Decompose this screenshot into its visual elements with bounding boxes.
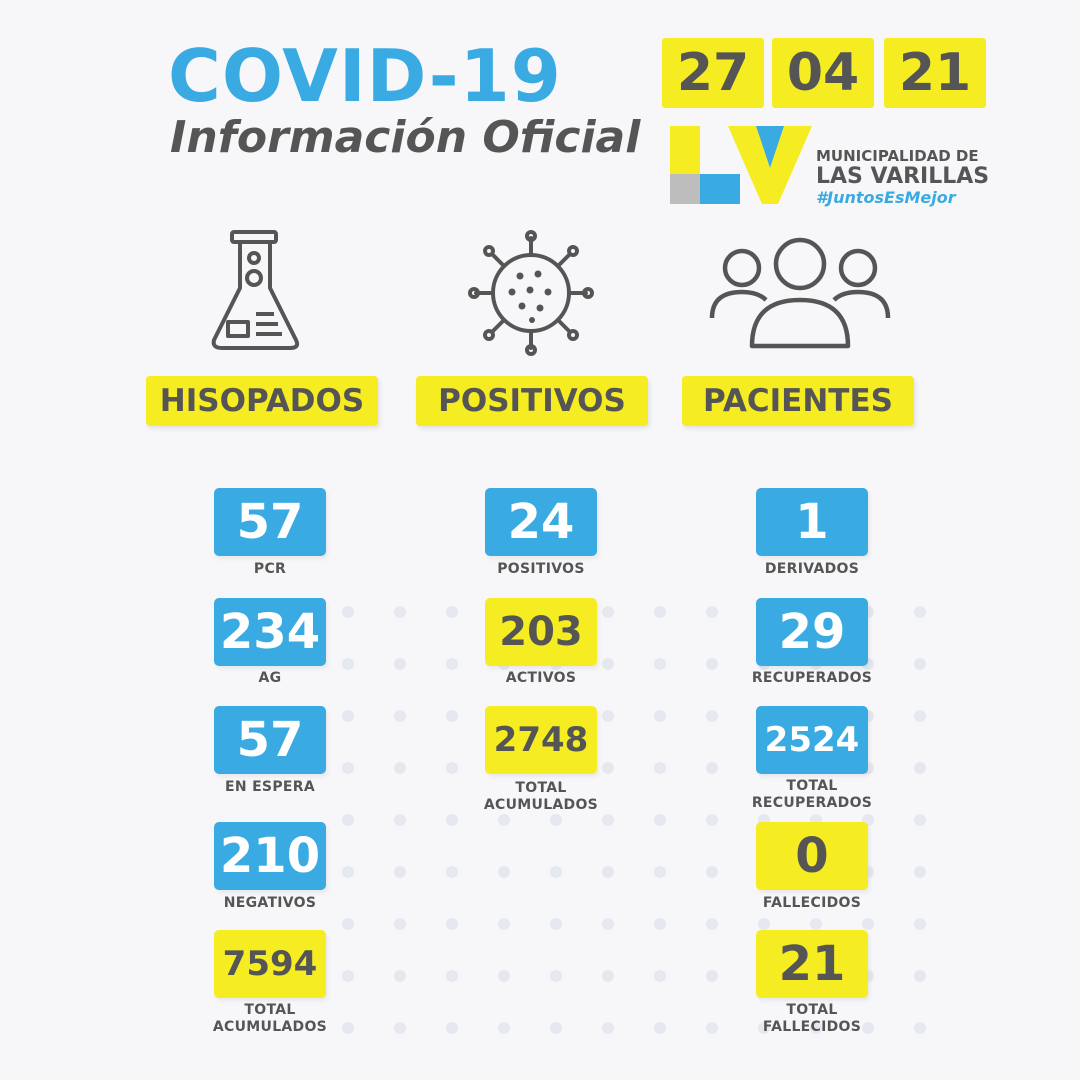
background-dot — [862, 918, 874, 930]
background-dot — [706, 918, 718, 930]
background-dot — [914, 762, 926, 774]
background-dot — [602, 658, 614, 670]
date-day: 27 — [662, 38, 764, 108]
background-dot — [342, 606, 354, 618]
hisopados-ag-value: 234 — [214, 598, 326, 666]
positivos-total-label-1: TOTAL — [515, 780, 567, 796]
positivos-positivos-label: POSITIVOS — [497, 561, 585, 577]
hisopados-total-label-2: ACUMULADOS — [212, 1019, 328, 1035]
hisopados-espera-label: EN ESPERA — [225, 779, 315, 795]
background-dot — [602, 710, 614, 722]
background-dot — [498, 814, 510, 826]
background-dot — [706, 762, 718, 774]
background-dot — [654, 762, 666, 774]
background-dot — [498, 918, 510, 930]
hisopados-total-label-1: TOTAL — [244, 1002, 296, 1018]
background-dot — [602, 762, 614, 774]
background-dot — [342, 762, 354, 774]
pacientes-total-recuperados-label-1: TOTAL — [786, 778, 838, 794]
virus-icon — [468, 230, 594, 356]
pacientes-derivados-value: 1 — [756, 488, 868, 556]
positivos-positivos-value: 24 — [485, 488, 597, 556]
hisopados-total-value: 7594 — [214, 930, 326, 998]
background-dot — [706, 606, 718, 618]
background-dot — [446, 970, 458, 982]
pacientes-fallecidos-value: 0 — [756, 822, 868, 890]
background-dot — [914, 606, 926, 618]
background-dot — [342, 814, 354, 826]
background-dot — [654, 970, 666, 982]
hisopados-espera-value: 57 — [214, 706, 326, 774]
pacientes-fallecidos-label: FALLECIDOS — [762, 895, 862, 911]
logo-hashtag: #JuntosEsMejor — [816, 188, 956, 207]
background-dot — [602, 918, 614, 930]
page-title: COVID-19 — [168, 34, 562, 118]
hisopados-ag-label: AG — [258, 670, 282, 686]
background-dot — [602, 866, 614, 878]
positivos-activos-value: 203 — [485, 598, 597, 666]
background-dot — [706, 970, 718, 982]
people-icon — [708, 234, 892, 350]
background-dot — [550, 970, 562, 982]
flask-icon — [206, 228, 306, 354]
background-dot — [602, 814, 614, 826]
category-positivos: POSITIVOS — [416, 376, 648, 426]
lv-logo-icon — [670, 122, 812, 208]
pacientes-recuperados-value: 29 — [756, 598, 868, 666]
pacientes-total-recuperados-value: 2524 — [756, 706, 868, 774]
logo-text-municipalidad: MUNICIPALIDAD DE — [816, 147, 979, 165]
background-dot — [446, 866, 458, 878]
background-dot — [654, 814, 666, 826]
hisopados-negativos-label: NEGATIVOS — [223, 895, 317, 911]
background-dot — [914, 710, 926, 722]
background-dot — [550, 918, 562, 930]
hisopados-pcr-value: 57 — [214, 488, 326, 556]
background-dot — [914, 658, 926, 670]
hisopados-pcr-label: PCR — [253, 561, 287, 577]
background-dot — [394, 970, 406, 982]
background-dot — [394, 1022, 406, 1034]
pacientes-derivados-label: DERIVADOS — [764, 561, 860, 577]
background-dot — [394, 866, 406, 878]
background-dot — [394, 762, 406, 774]
background-dot — [342, 658, 354, 670]
background-dot — [706, 710, 718, 722]
background-dot — [914, 866, 926, 878]
background-dot — [446, 814, 458, 826]
date-year: 21 — [884, 38, 986, 108]
logo-text-las-varillas: LAS VARILLAS — [816, 164, 990, 189]
positivos-activos-label: ACTIVOS — [505, 670, 577, 686]
background-dot — [342, 710, 354, 722]
background-dot — [550, 1022, 562, 1034]
background-dot — [498, 1022, 510, 1034]
pacientes-total-fallecidos-label-2: FALLECIDOS — [762, 1019, 862, 1035]
background-dot — [706, 658, 718, 670]
background-dot — [654, 918, 666, 930]
background-dot — [342, 918, 354, 930]
background-dot — [550, 866, 562, 878]
municipality-logo — [670, 122, 990, 208]
background-dot — [342, 970, 354, 982]
background-dot — [394, 918, 406, 930]
pacientes-total-fallecidos-value: 21 — [756, 930, 868, 998]
background-dot — [446, 658, 458, 670]
background-dot — [914, 814, 926, 826]
background-dot — [342, 866, 354, 878]
background-dot — [810, 918, 822, 930]
background-dot — [446, 762, 458, 774]
page-subtitle: Información Oficial — [170, 112, 641, 163]
background-dot — [446, 606, 458, 618]
background-dot — [654, 710, 666, 722]
background-dot — [394, 658, 406, 670]
background-dot — [498, 866, 510, 878]
background-dot — [654, 1022, 666, 1034]
background-dot — [602, 606, 614, 618]
background-dot — [914, 1022, 926, 1034]
background-dot — [602, 1022, 614, 1034]
background-dot — [706, 866, 718, 878]
background-dot — [706, 1022, 718, 1034]
category-hisopados: HISOPADOS — [146, 376, 378, 426]
background-dot — [654, 866, 666, 878]
background-dot — [706, 814, 718, 826]
background-dot — [550, 814, 562, 826]
background-dot — [498, 970, 510, 982]
category-pacientes: PACIENTES — [682, 376, 914, 426]
background-dot — [446, 918, 458, 930]
pacientes-total-fallecidos-label-1: TOTAL — [786, 1002, 838, 1018]
positivos-total-value: 2748 — [485, 706, 597, 774]
pacientes-total-recuperados-label-2: RECUPERADOS — [751, 795, 873, 811]
background-dot — [654, 606, 666, 618]
positivos-total-label-2: ACUMULADOS — [483, 797, 599, 813]
background-dot — [394, 710, 406, 722]
background-dot — [446, 1022, 458, 1034]
background-dot — [602, 970, 614, 982]
background-dot — [758, 918, 770, 930]
pacientes-recuperados-label: RECUPERADOS — [751, 670, 873, 686]
background-dot — [446, 710, 458, 722]
background-dot — [914, 970, 926, 982]
background-dot — [394, 814, 406, 826]
background-dot — [654, 658, 666, 670]
background-dot — [914, 918, 926, 930]
hisopados-negativos-value: 210 — [214, 822, 326, 890]
date-month: 04 — [772, 38, 874, 108]
background-dot — [394, 606, 406, 618]
